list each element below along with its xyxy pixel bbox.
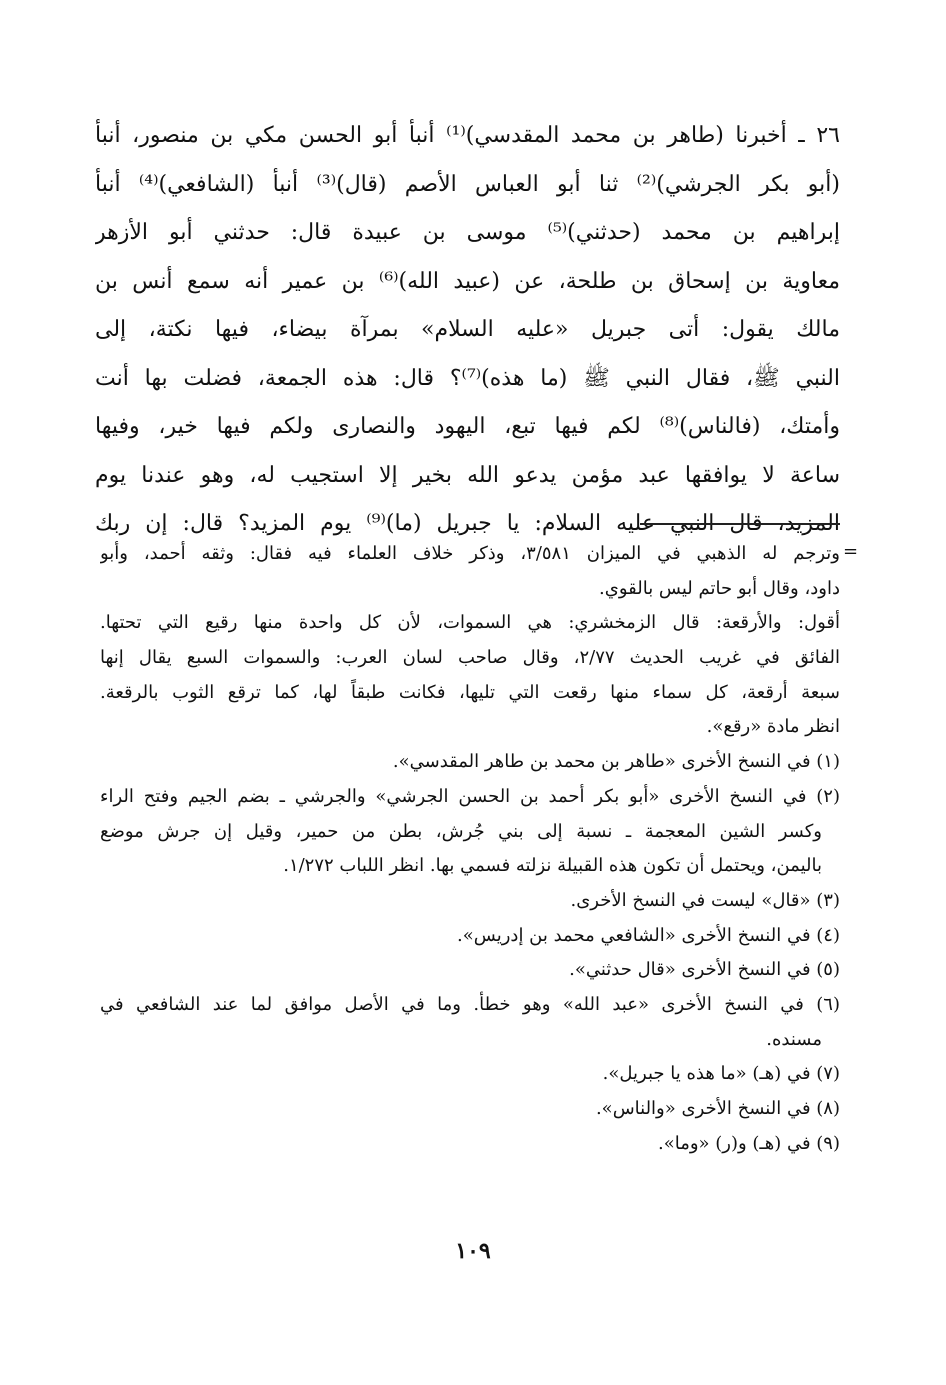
main-text-line: مالك يقول: أتى جبريل «عليه السلام» بمرآة بيضاء، فيها نكتة، إلى [95,317,840,342]
footnote-line: الفائق في غريب الحديث ٢/٧٧، وقال صاحب لسان العرب: والسموات السبع يقال إنها [100,647,840,669]
footnote-item: (١) في النسخ الأخرى «طاهر بن محمد بن طاهر المقدسي». [392,751,840,773]
main-text-line: إبراهيم بن محمد (حدثني)⁽⁵⁾ موسى بن عبيدة قال: حدثني أبو الأزهر [95,220,840,245]
footnote-item: (٥) في النسخ الأخرى «قال حدثني». [569,959,840,981]
footnote-item: (٩) في (هـ) و(ر) «وما». [657,1132,840,1154]
main-text-line: ٢٦ ـ أخبرنا (طاهر بن محمد المقدسي)⁽¹⁾ أنبأ أبو الحسن مكي بن منصور، أنبأ [95,123,840,148]
main-text-block [95,112,840,549]
main-text-line: (أبو بكر الجرشي)⁽²⁾ ثنا أبو العباس الأصم (قال)⁽³⁾ أنبأ (الشافعي)⁽⁴⁾ أنبأ [95,171,840,197]
footnote-line: سبعة أرقعة، كل سماء منها رقعت التي تليها، فكانت طبقاً لها، كما ترقع الثوب بالرقعة. [100,681,840,703]
footnote-item: (٢) في النسخ الأخرى «أبو بكر أحمد بن الحسن الجرشي» والجرشي ـ بضم الجيم وفتح الراء [100,785,840,807]
main-text-line: وأمتك، (فالناس)⁽⁸⁾ لكم فيها تبع، اليهود والنصارى ولكم فيها خير، وفيها [95,414,840,439]
page-number: ١٠٩ [455,1238,491,1264]
footnote-line: مسنده. [766,1028,822,1050]
main-text-line: ساعة لا يوافقها عبد مؤمن يدعو الله بخير إلا استجيب له، وهو عندنا يوم [95,462,840,488]
footnote-separator [640,523,840,525]
footnote-line: باليمن، ويحتمل أن تكون هذه القبيلة نزلته فسمي بها. انظر اللباب ١/٢٧٢. [283,855,822,877]
main-text-line: المزيد، قال النبي عليه السلام: يا جبريل (ما)⁽⁹⁾ يوم المزيد؟ قال: إن ربك [95,511,840,536]
footnote-item: (٨) في النسخ الأخرى «والناس». [595,1098,840,1119]
footnote-item: (٧) في (هـ) «ما هذه يا جبريل». [602,1063,840,1085]
footnote-line: وكسر الشين المعجمة ـ نسبة إلى بني جُرش، بطن من حمير، وقيل إن جرش موضع [100,820,822,842]
footnote-line: أقول: والأرقعة: قال الزمخشري: هي السموات، لأن كل واحدة منها رقيع التي تحتها. [100,612,840,634]
footnote-item: (٦) في النسخ الأخرى «عبد الله» وهو خطأ. وما في الأصل موافق لما عند الشافعي في [100,993,840,1015]
footnote-line: داود، وقال أبو حاتم ليس بالقوي. [599,577,840,599]
main-text-line: النبي ﷺ، فقال النبي ﷺ (ما هذه)⁽⁷⁾؟ قال: هذه الجمعة، فضلت بها أنت [95,365,840,391]
footnote-item: (٤) في النسخ الأخرى «الشافعي محمد بن إدريس». [457,924,840,946]
footnote-item: (٣) «قال» ليست في النسخ الأخرى. [570,889,840,911]
footnote-line: انظر مادة «رقع». [706,716,840,738]
footnotes-block [100,537,840,1161]
footnote-continuation-marker: = [843,541,859,562]
footnote-line: وترجم له الذهبي في الميزان ٣/٥٨١، وذكر خلاف العلماء فيه فقال: وثقه أحمد، وأبو [100,543,840,564]
main-text-line: معاوية بن إسحاق بن طلحة، عن (عبيد الله)⁽⁶⁾ بن عمير أنه سمع أنس بن [95,268,840,294]
